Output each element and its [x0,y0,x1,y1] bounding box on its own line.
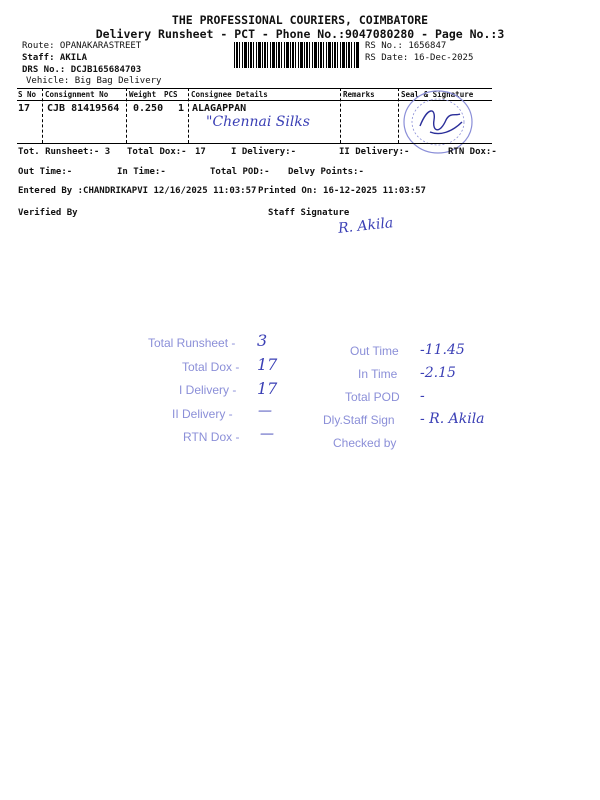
out-time: Out Time:- [18,167,73,177]
stamp-total-dox-label: Total Dox - [182,360,240,374]
col-separator [126,88,127,143]
delvy-points: Delvy Points:- [288,167,364,177]
total-dox-value: 17 [195,147,206,157]
stamp-rtn-dox-value: — [260,426,274,442]
col-weight: Weight [129,90,157,99]
row-handwritten-note: "Chennai Silks [206,114,310,130]
drs-number: DRS No.: DCJB165684703 [22,65,142,75]
stamp-rtn-dox-label: RTN Dox - [183,430,240,444]
col-remarks: Remarks [343,90,375,99]
rs-date: RS Date: 16-Dec-2025 [365,53,474,63]
col-consignment: Consignment No [45,90,109,99]
stamp-dly-staff-sign-label: Dly.Staff Sign [323,413,395,427]
row-pcs: 1 [178,103,185,114]
col-sno: S No [18,90,37,99]
row-weight: 0.250 [133,103,164,114]
stamp-total-pod-label: Total POD [345,390,400,404]
stamp-in-time-value: -2.15 [420,365,456,381]
seal-stamp [400,86,480,156]
entered-by: Entered By :CHANDRIKAPVI 12/16/2025 11:03:57 [18,186,257,196]
stamp-checked-by-label: Checked by [333,436,397,450]
row-consignment: CJB 81419564 [47,103,120,114]
stamp-total-pod-value: - [420,388,425,404]
stamp-i-delivery-label: I Delivery - [179,383,237,397]
stamp-out-time-value: -11.45 [420,342,465,358]
col-separator [42,88,43,143]
stamp-dly-staff-sign-value: - R. Akila [420,411,485,427]
col-pcs: PCS [164,90,178,99]
printed-on: Printed On: 16-12-2025 11:03:57 [258,186,426,196]
i-delivery: I Delivery:- [231,147,297,157]
staff-signature-label: Staff Signature [268,208,350,218]
route-label: Route: OPANAKARASTREET [22,41,142,51]
runsheet-subtitle: Delivery Runsheet - PCT - Phone No.:9047080280 - Page No.:3 [95,27,505,41]
staff-signature-handwritten: R. Akila [337,215,395,237]
col-separator [340,88,341,143]
stamp-total-dox-value: 17 [257,355,278,374]
row-sno: 17 [18,103,31,114]
in-time: In Time:- [117,167,166,177]
col-consignee: Consignee Details [191,90,268,99]
col-seal-signature: Seal & Signature [401,90,474,99]
barcode-image [234,42,360,68]
col-separator [188,88,189,143]
vehicle-label: Vehicle: Big Bag Delivery [26,76,162,86]
stamp-i-delivery-value: 17 [257,379,278,398]
staff-label: Staff: AKILA [22,53,88,63]
tot-runsheet: Tot. Runsheet:- 3 [18,147,111,157]
row-consignee: ALAGAPPAN [192,103,247,114]
table-bottom-rule [17,143,492,144]
total-dox-label: Total Dox:- [127,147,187,157]
rs-number: RS No.: 1656847 [365,41,447,51]
col-separator [398,88,399,143]
company-title: THE PROFESSIONAL COURIERS, COIMBATORE [171,13,429,27]
stamp-ii-delivery-value: — [258,403,272,419]
stamp-out-time-label: Out Time [350,344,399,358]
stamp-total-runsheet-label: Total Runsheet - [148,336,236,350]
verified-by: Verified By [18,208,78,218]
stamp-ii-delivery-label: II Delivery - [172,407,233,421]
total-pod: Total POD:- [210,167,270,177]
stamp-in-time-label: In Time [358,367,398,381]
stamp-total-runsheet-value: 3 [257,331,268,350]
ii-delivery: II Delivery:- [339,147,410,157]
rtn-dox: RTN Dox:- [448,147,497,157]
